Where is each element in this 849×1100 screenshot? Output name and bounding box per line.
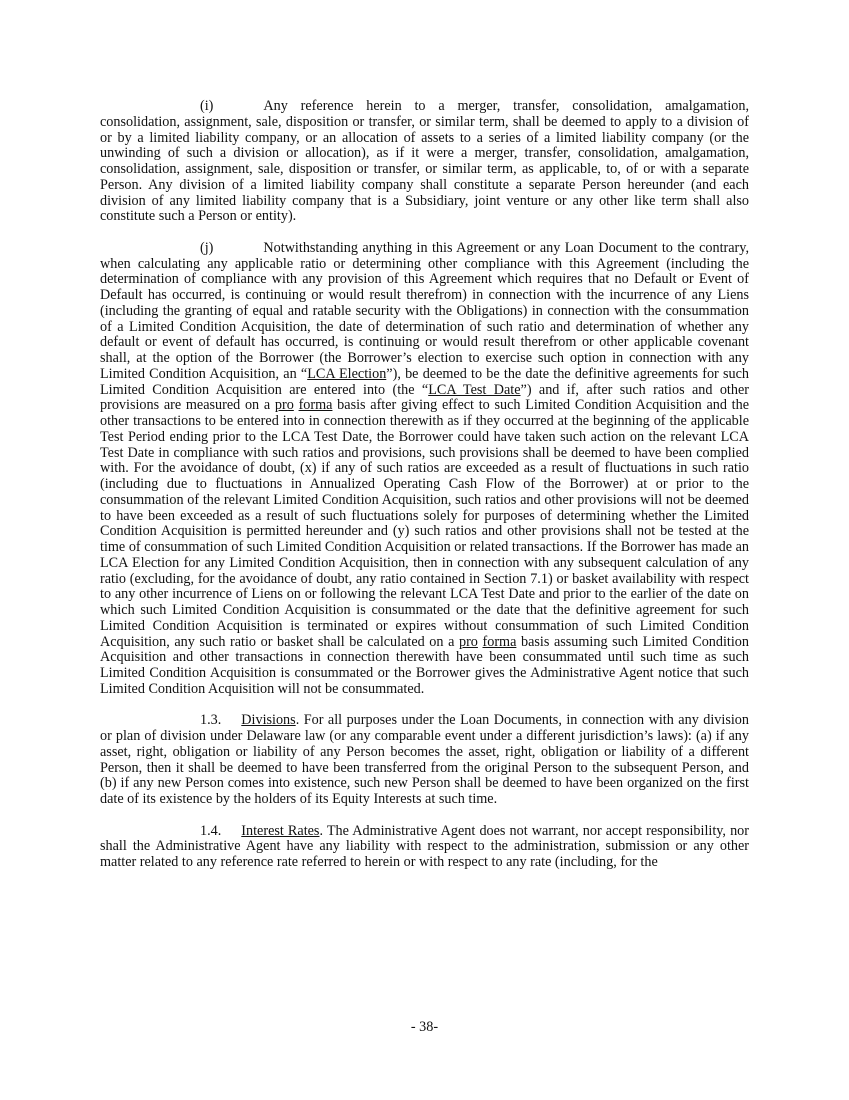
section-j-text-1: Notwithstanding anything in this Agreement or any Loan Document to the contrary, when calculating any applicable ratio or determining other compliance with this Agreement (including the determination of compliance with any provision of this Agreement which requires that no Default or Event of Default has occurred, is continuing or would result therefrom) in connection with the incurrence of any Liens (including the granting of equal and ratable security with the Obligations) in connection with the consummation of a Limited Condition Acquisition, the date of determination of such ratio and determination of whether any default or event of default has occurred, is continuing or would result therefrom or other applicable covenant shall, at the option of the Borrower (the Borrower’s election to exercise such option in connection with any Limited Condition Acquisition, an “ xyxy=(100,239,749,382)
section-1-4-number: 1.4. xyxy=(200,822,222,839)
pro-forma-forma-2: forma xyxy=(482,633,517,650)
pro-forma-pro-2: pro xyxy=(458,633,478,650)
pro-forma-forma-1: forma xyxy=(298,397,333,414)
section-1-3-text: . For all purposes under the Loan Documents, in connection with any division or plan of division under Delaware law (or any comparable event under a different jurisdiction’s laws): (a) if any asset, right, obligation or liability of any Person becomes the asset, right, obligation or liability of a different Person, then it shall be deemed to have been transferred from the original Person to the subsequent Person, and (b) if any new Person comes into existence, such new Person shall be deemed to have been organized on the first date of its existence by the holders of its Equity Interests at such time. xyxy=(100,712,749,807)
section-1-3-number: 1.3. xyxy=(200,712,222,729)
section-j-text-4: basis after giving effect to such Limited Condition Acquisition and the other transactions to be entered into in connection therewith as if they occurred at the beginning of the applicable Test Period ending prior to the LCA Test Date, the Borrower could have taken such action on the relevant LCA Test Date in compliance with such ratios and provisions, such provisions shall be deemed to have been complied with. For the avoidance of doubt, (x) if any of such ratios are exceeded as a result of fluctuations in such ratio (including due to fluctuations in Annualized Operating Cash Flow of the Borrower) at or prior to the consummation of the relevant Limited Condition Acquisition, such ratios and other provisions will not be deemed to have been exceeded as a result of such fluctuations solely for purposes of determining whether the Limited Condition Acquisition is permitted hereunder and (y) such ratios and other provisions shall not be tested at the time of consummation of such Limited Condition Acquisition or related transactions. If the Borrower has made an LCA Election for any Limited Condition Acquisition, then in connection with any subsequent calculation of any ratio (excluding, for the avoidance of doubt, any ratio contained in Section 7.1) or basket availability with respect to any other incurrence of Liens on or following the relevant LCA Test Date and prior to the earlier of the date on which such Limited Condition Acquisition is consummated or the date that the definitive agreement for such Limited Condition Acquisition is terminated or expires without consummation of such Limited Condition Acquisition, any such ratio or basket shall be calculated on a xyxy=(100,397,749,650)
paragraph-section-i xyxy=(100,99,749,225)
page-number: - 38- xyxy=(410,1019,439,1035)
section-i-text: Any reference herein to a merger, transfer, consolidation, amalgamation, consolidation, assignment, sale, disposition or transfer, or similar term, shall be deemed to apply to a division of or by a limited liability company, or an allocation of assets to a series of a limited liability company (or the unwinding of such a division or allocation), as if it were a merger, transfer, consolidation, amalgamation, consolidation, assignment, sale, disposition or transfer, or similar term, as applicable, to, of or with a separate Person. Any division of a limited liability company shall constitute a separate Person hereunder (and each division of any limited liability company that is a Subsidiary, joint venture or any other like term shall also constitute such a Person or entity). xyxy=(100,98,749,225)
section-j-label: (j) xyxy=(200,239,214,256)
defined-term-lca-test-date: LCA Test Date xyxy=(428,381,521,398)
paragraph-section-j xyxy=(100,241,749,698)
section-1-3-heading: Divisions xyxy=(241,712,296,729)
document-page xyxy=(100,99,749,887)
paragraph-section-1-3 xyxy=(100,713,749,808)
section-1-4-text: . The Administrative Agent does not warrant, nor accept responsibility, nor shall the Administrative Agent have any liability with respect to the administration, submission or any other matter related to any reference rate referred to herein or with respect to any rate (including, for the xyxy=(100,822,750,870)
section-j-text-5: basis assuming such Limited Condition Acquisition and other transactions in connection therewith have been consummated until such time as such Limited Condition Acquisition is consummated or the Borrower gives the Administrative Agent notice that such Limited Condition Acquisition will not be consummated. xyxy=(100,633,749,697)
defined-term-lca-election: LCA Election xyxy=(307,365,387,382)
section-1-4-heading: Interest Rates xyxy=(241,822,320,839)
section-j-text-2: ”), be deemed to be the date the definitive agreements for such Limited Condition Acquisition are entered into (the “ xyxy=(100,365,749,398)
paragraph-section-1-4 xyxy=(100,824,749,871)
section-i-label: (i) xyxy=(200,98,214,114)
section-j-text-3: ”) and if, after such ratios and other provisions are measured on a xyxy=(100,381,749,414)
pro-forma-pro-1: pro xyxy=(274,397,294,414)
